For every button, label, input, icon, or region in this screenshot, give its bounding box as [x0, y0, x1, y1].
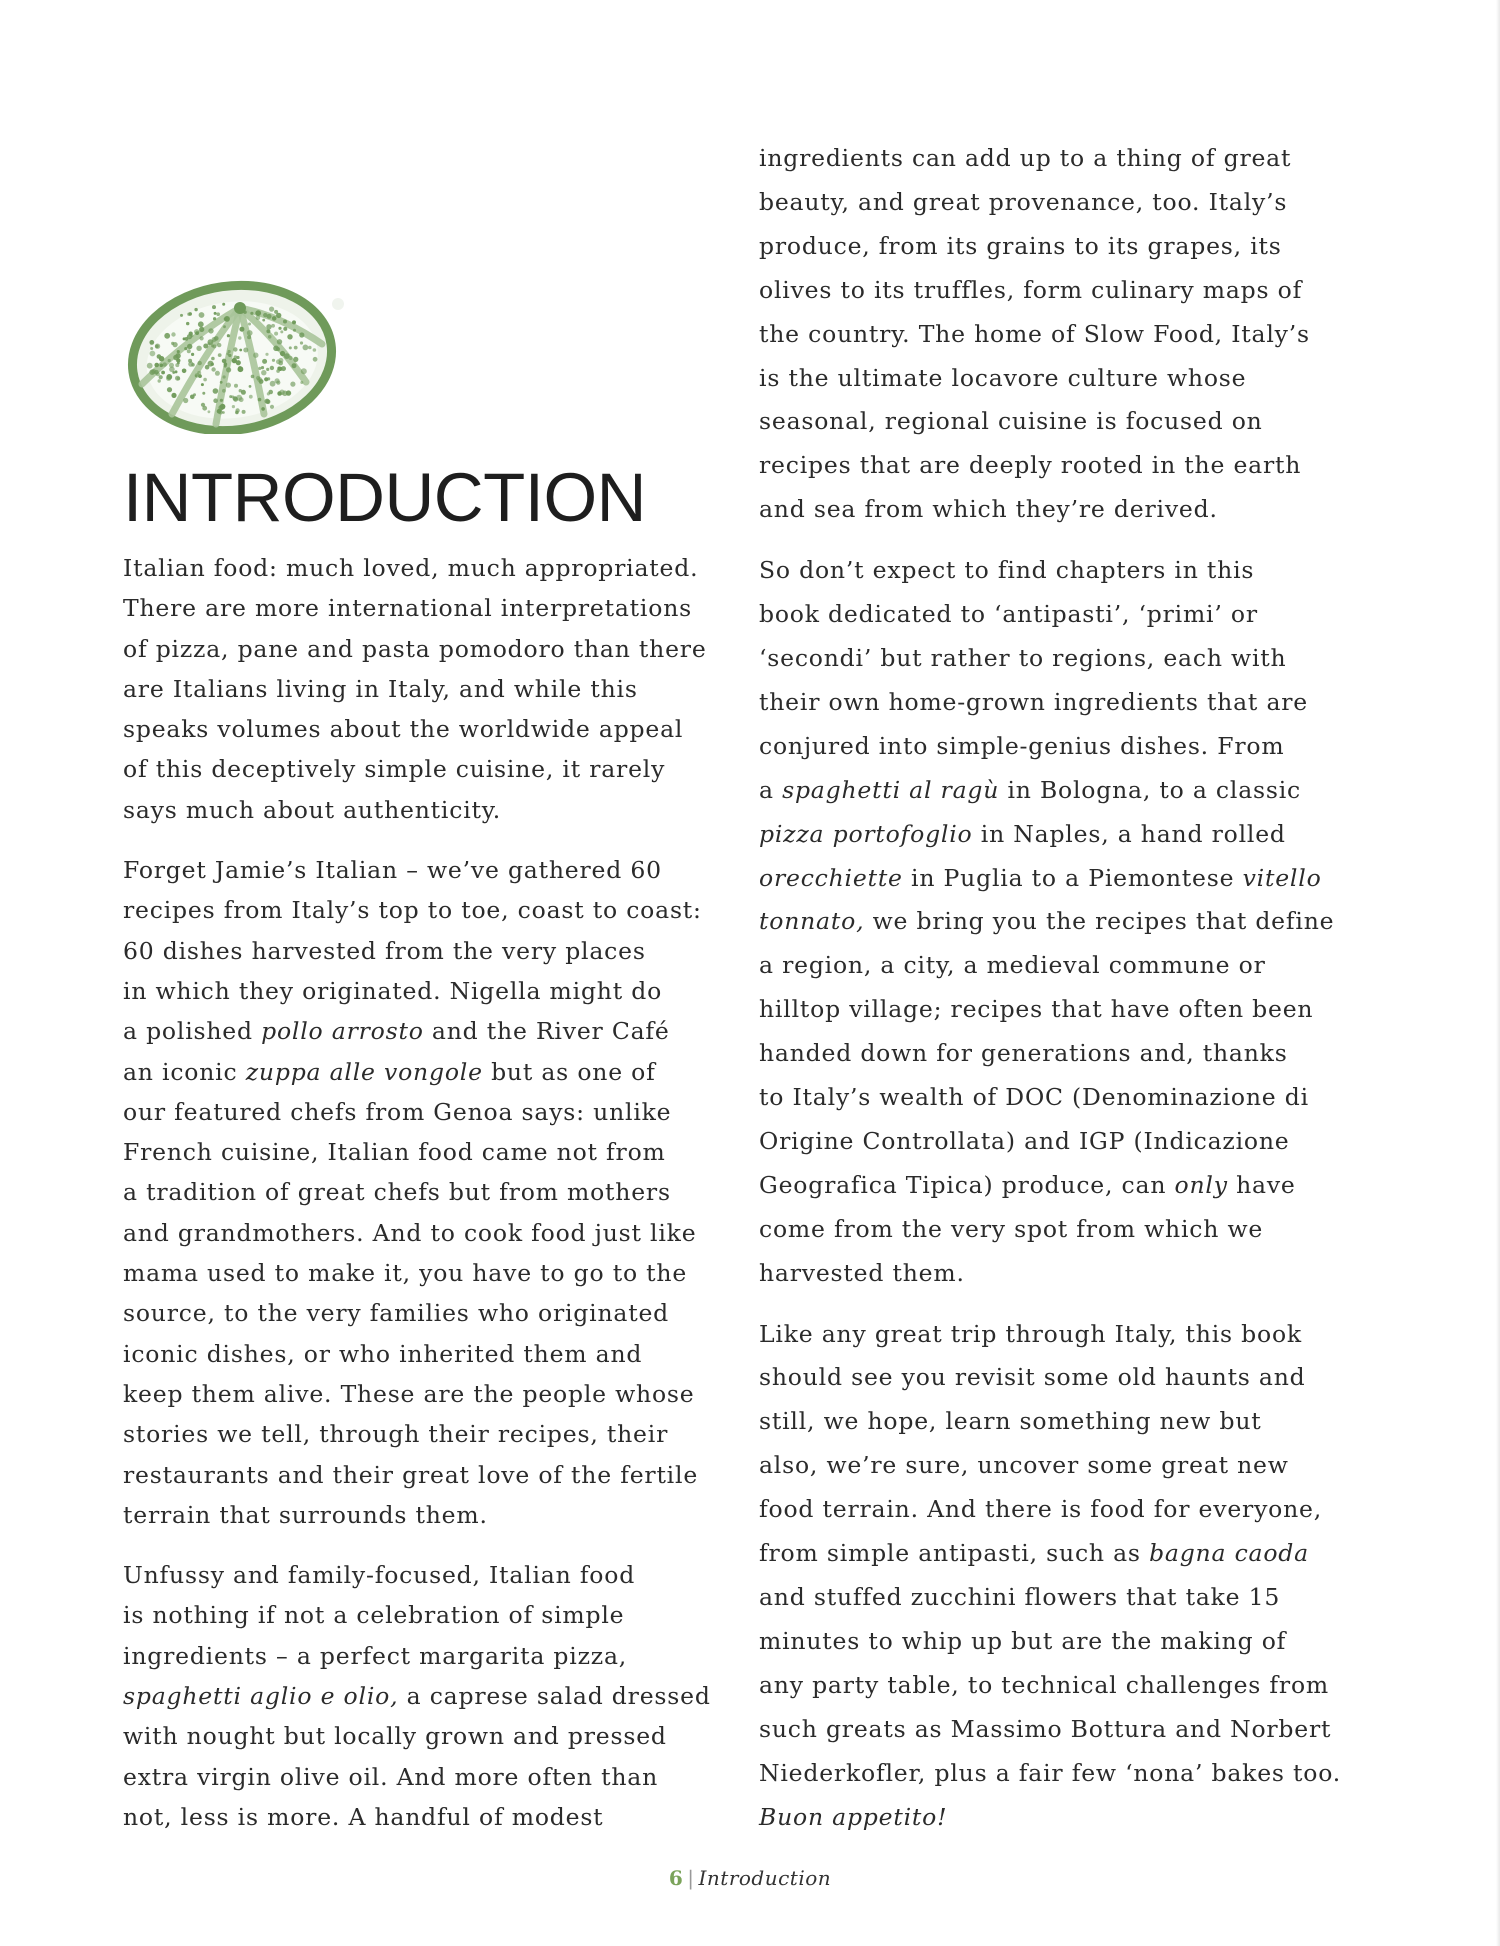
text-line: [759, 1120, 1379, 1164]
text-line: [759, 181, 1379, 225]
text-run: ingredients – a perfect margarita pizza,: [123, 1641, 628, 1670]
text-run: handed down for generations and, thanks: [759, 1039, 1288, 1068]
text-run: keep them alive. These are the people whose: [123, 1379, 695, 1408]
text-line: [759, 444, 1379, 488]
text-line: [123, 1132, 735, 1172]
text-run: from simple antipasti, such as: [759, 1539, 1150, 1568]
text-run: and stuffed zucchini flowers that take 15: [759, 1583, 1281, 1611]
left-column: [123, 548, 735, 1837]
page-footer: [0, 1866, 1500, 1890]
text-run: is the ultimate locavore culture whose: [759, 363, 1247, 392]
text-run: in Naples, a hand rolled: [972, 819, 1286, 848]
text-line: [123, 1253, 735, 1293]
text-line: [123, 1011, 735, 1051]
text-line: [123, 890, 735, 930]
text-line: [123, 971, 735, 1011]
text-line: [759, 1576, 1379, 1620]
text-run: still, we hope, learn something new but: [759, 1407, 1262, 1436]
text-run: of pizza, pane and pasta pomodoro than there: [123, 634, 707, 663]
text-line: [759, 313, 1379, 357]
body-paragraph: [123, 1555, 735, 1837]
text-line: [759, 137, 1379, 181]
text-line: [759, 1252, 1379, 1296]
italic-phrase: pizza portofoglio: [759, 819, 973, 848]
text-run: 60 dishes harvested from the very places: [123, 936, 646, 965]
text-run: we bring you the recipes that define: [864, 907, 1335, 936]
text-run: and the River Café: [423, 1017, 670, 1046]
text-run: with nought but locally grown and pressed: [123, 1722, 667, 1751]
text-run: not, less is more. A handful of modest: [123, 1802, 604, 1831]
footer-section-title: Introduction: [698, 1866, 832, 1890]
text-line: [759, 488, 1379, 532]
text-line: [759, 1488, 1379, 1532]
text-run: book dedicated to ‘antipasti’, ‘primi’ or: [759, 600, 1258, 629]
text-line: [123, 1374, 735, 1414]
text-run: should see you revisit some old haunts and: [759, 1363, 1306, 1392]
text-line: [123, 629, 735, 669]
text-line: [759, 857, 1379, 901]
text-run: an iconic: [123, 1057, 246, 1086]
body-paragraph: [123, 850, 735, 1535]
footer-separator: |: [687, 1866, 695, 1890]
text-line: [123, 1757, 735, 1797]
text-line: [759, 681, 1379, 725]
text-run: seasonal, regional cuisine is focused on: [759, 407, 1263, 436]
italic-phrase: tonnato,: [759, 907, 865, 936]
text-run: and grandmothers. And to cook food just like: [123, 1218, 697, 1247]
body-paragraph: [123, 548, 735, 830]
text-run: Italian food: much loved, much appropriated.: [123, 554, 699, 582]
text-run: of this deceptively simple cuisine, it rarely: [123, 755, 666, 784]
text-run: come from the very spot from which we: [759, 1214, 1264, 1243]
text-line: [759, 944, 1379, 988]
text-run: source, to the very families who originated: [123, 1299, 670, 1328]
text-line: [759, 1796, 1379, 1840]
text-run: stories we tell, through their recipes, their: [123, 1420, 669, 1449]
text-line: [123, 548, 735, 588]
text-run: recipes from Italy’s top to toe, coast to coast:: [123, 896, 702, 925]
text-run: So don’t expect to find chapters in this: [759, 556, 1255, 585]
text-run: terrain that surrounds them.: [123, 1500, 488, 1529]
text-run: ingredients can add up to a thing of great: [759, 144, 1292, 172]
text-run: hilltop village; recipes that have often been: [759, 995, 1314, 1024]
text-run: such greats as Massimo Bottura and Norbert: [759, 1714, 1332, 1743]
text-run: speaks volumes about the worldwide appeal: [123, 715, 684, 744]
italic-phrase: orecchiette: [759, 863, 903, 892]
text-line: [759, 813, 1379, 857]
text-line: [759, 1620, 1379, 1664]
text-line: [123, 1414, 735, 1454]
body-paragraph: [759, 137, 1379, 532]
text-run: mama used to make it, you have to go to the: [123, 1259, 688, 1288]
text-line: [123, 1716, 735, 1756]
text-line: [759, 1208, 1379, 1252]
italic-phrase: bagna caoda: [1149, 1539, 1309, 1568]
text-line: [759, 1356, 1379, 1400]
text-run: the country. The home of Slow Food, Italy’s: [759, 319, 1310, 348]
text-line: [123, 1797, 735, 1837]
page-title: INTRODUCTION: [123, 459, 646, 536]
text-run: ‘secondi’ but rather to regions, each with: [759, 643, 1287, 672]
text-line: [123, 1595, 735, 1635]
text-line: [123, 1334, 735, 1374]
text-line: [759, 593, 1379, 637]
text-line: [759, 1752, 1379, 1796]
text-run: food terrain. And there is food for everyone,: [759, 1495, 1323, 1524]
text-run: harvested them.: [759, 1258, 965, 1287]
body-paragraph: [759, 1313, 1379, 1840]
text-line: [123, 1455, 735, 1495]
text-run: our featured chefs from Genoa says: unlike: [123, 1097, 672, 1126]
text-line: [123, 931, 735, 971]
text-line: [123, 709, 735, 749]
text-run: produce, from its grains to its grapes, its: [759, 231, 1282, 260]
text-run: have: [1227, 1170, 1296, 1199]
text-run: in Puglia to a Piemontese: [902, 863, 1243, 892]
text-line: [759, 1032, 1379, 1076]
text-run: beauty, and great provenance, too. Italy’s: [759, 187, 1288, 216]
text-run: a: [759, 775, 783, 804]
text-run: restaurants and their great love of the fertile: [123, 1460, 699, 1489]
text-line: [759, 988, 1379, 1032]
text-run: says much about authenticity.: [123, 795, 501, 824]
text-line: [759, 900, 1379, 944]
text-line: [123, 1676, 735, 1716]
text-line: [123, 1555, 735, 1595]
text-run: Niederkofler, plus a fair few ‘nona’ bakes too.: [759, 1758, 1342, 1787]
text-run: a region, a city, a medieval commune or: [759, 951, 1266, 980]
text-run: French cuisine, Italian food came not from: [123, 1138, 666, 1167]
text-run: and sea from which they’re derived.: [759, 495, 1218, 524]
text-line: [759, 725, 1379, 769]
text-run: Unfussy and family-focused, Italian food: [123, 1561, 636, 1590]
text-line: [759, 1532, 1379, 1576]
text-run: a caprese salad dressed: [398, 1682, 711, 1711]
italic-phrase: spaghetti al ragù: [782, 775, 1000, 804]
text-line: [123, 588, 735, 628]
text-line: [759, 357, 1379, 401]
italic-phrase: Buon appetito!: [759, 1802, 948, 1831]
text-line: [759, 1664, 1379, 1708]
text-run: Like any great trip through Italy, this book: [759, 1319, 1302, 1348]
text-run: a tradition of great chefs but from mothers: [123, 1178, 671, 1207]
text-run: minutes to whip up but are the making of: [759, 1626, 1287, 1655]
text-line: [759, 1708, 1379, 1752]
text-line: [123, 850, 735, 890]
text-run: recipes that are deeply rooted in the earth: [759, 451, 1302, 480]
text-run: extra virgin olive oil. And more often than: [123, 1762, 659, 1791]
text-run: a polished: [123, 1017, 262, 1046]
text-line: [123, 1293, 735, 1333]
page-edge-shadow: [1496, 0, 1500, 1946]
text-run: in Bologna, to a classic: [999, 775, 1302, 804]
text-line: [123, 1092, 735, 1132]
sea-urchin-icon: [124, 274, 346, 434]
text-line: [759, 400, 1379, 444]
text-run: Origine Controllata) and IGP (Indicazione: [759, 1126, 1290, 1155]
italic-phrase: only: [1174, 1170, 1228, 1199]
text-run: any party table, to technical challenges from: [759, 1670, 1329, 1699]
text-line: [759, 225, 1379, 269]
text-line: [759, 549, 1379, 593]
text-run: to Italy’s wealth of DOC (Denominazione di: [759, 1083, 1309, 1112]
italic-phrase: vitello: [1242, 863, 1322, 892]
text-run: There are more international interpretations: [123, 594, 692, 623]
text-run: their own home-grown ingredients that are: [759, 687, 1308, 716]
text-line: [759, 1313, 1379, 1357]
text-line: [123, 749, 735, 789]
text-line: [759, 1444, 1379, 1488]
text-run: iconic dishes, or who inherited them and: [123, 1339, 643, 1368]
text-run: olives to its truffles, form culinary maps of: [759, 275, 1303, 304]
text-line: [123, 1052, 735, 1092]
text-line: [759, 769, 1379, 813]
text-line: [123, 669, 735, 709]
text-line: [123, 1495, 735, 1535]
text-run: also, we’re sure, uncover some great new: [759, 1451, 1289, 1480]
text-line: [123, 790, 735, 830]
text-run: are Italians living in Italy, and while this: [123, 674, 638, 703]
text-line: [123, 1172, 735, 1212]
text-run: Forget Jamie’s Italian – we’ve gathered 60: [123, 856, 662, 885]
italic-phrase: zuppa alle vongole: [245, 1057, 483, 1086]
body-paragraph: [759, 549, 1379, 1295]
page-number: 6: [668, 1866, 684, 1890]
italic-phrase: pollo arrosto: [261, 1017, 424, 1046]
italic-phrase: spaghetti aglio e olio,: [123, 1682, 399, 1711]
text-run: but as one of: [482, 1057, 656, 1086]
text-run: conjured into simple-genius dishes. From: [759, 731, 1285, 760]
right-column: [759, 137, 1379, 1839]
text-line: [759, 637, 1379, 681]
text-line: [759, 1400, 1379, 1444]
text-line: [123, 1636, 735, 1676]
text-run: is nothing if not a celebration of simple: [123, 1601, 625, 1630]
text-run: in which they originated. Nigella might do: [123, 976, 663, 1005]
text-line: [759, 1164, 1379, 1208]
text-line: [759, 1076, 1379, 1120]
text-run: Geografica Tipica) produce, can: [759, 1170, 1175, 1199]
text-line: [123, 1213, 735, 1253]
text-line: [759, 269, 1379, 313]
